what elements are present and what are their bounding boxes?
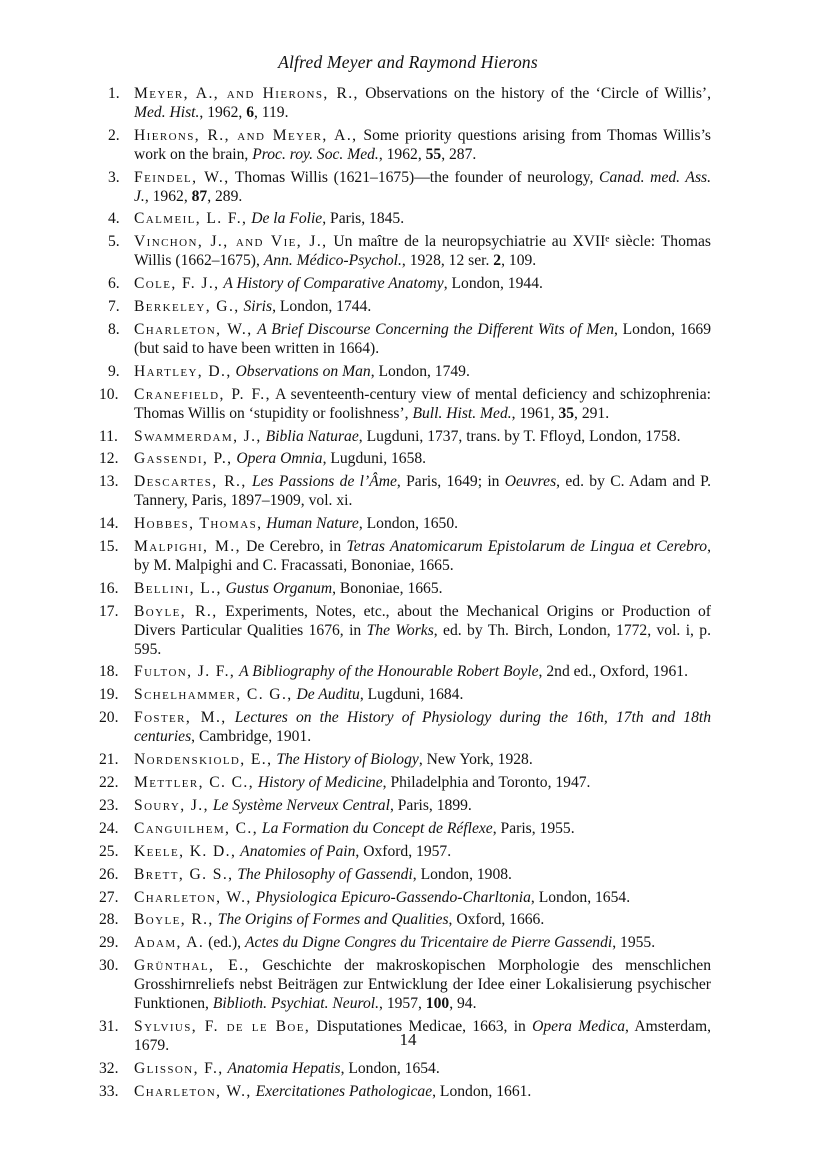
reference-number: 11. bbox=[99, 427, 118, 445]
reference-title: La Formation du Concept de Réflexe bbox=[261, 819, 493, 837]
reference-text: , London, 1669 (but said to have been written in 1664). bbox=[134, 320, 712, 357]
reference-item bbox=[99, 515, 711, 534]
running-header: Alfred Meyer and Raymond Hierons bbox=[278, 52, 538, 72]
reference-number: 18. bbox=[99, 663, 119, 681]
reference-title: Biblioth. Psychiat. Neurol. bbox=[212, 995, 380, 1013]
reference-title: De Auditu bbox=[296, 686, 360, 704]
reference-author: Keele, K. D., bbox=[134, 842, 237, 860]
reference-number: 25. bbox=[99, 842, 119, 860]
reference-number: 4. bbox=[108, 210, 120, 228]
reference-author: Fulton, J. F., bbox=[134, 663, 236, 681]
reference-author: Soury, J., bbox=[134, 796, 209, 814]
reference-text: , Lugduni, 1658. bbox=[322, 450, 427, 468]
reference-text: , Amsterdam, 1679. bbox=[134, 1017, 711, 1054]
reference-author: Boyle, R., bbox=[134, 602, 218, 620]
reference-text: Experiments, Notes, etc., about the Mechanical Origins or Production of Divers Particular Qualities 1676, in bbox=[134, 602, 711, 639]
reference-title: Observations on Man bbox=[235, 362, 371, 380]
reference-item bbox=[99, 774, 711, 793]
reference-volume: 55 bbox=[425, 145, 442, 163]
reference-number: 32. bbox=[99, 1059, 119, 1077]
reference-item bbox=[99, 579, 711, 599]
reference-item bbox=[99, 538, 711, 576]
reference-item bbox=[108, 363, 711, 382]
reference-number: 17. bbox=[99, 602, 119, 620]
reference-text: Observations on the history of the ‘Circle of Willis’, bbox=[358, 85, 711, 102]
reference-author: Hobbes, Thomas, bbox=[134, 515, 263, 533]
reference-text: A seventeenth-century view of mental deficiency and schizophrenia: Thomas Willis on ‘stupidity or foolishness’, bbox=[134, 385, 711, 422]
reference-text: , Lugduni, 1737, trans. by T. Ffloyd, London, 1758. bbox=[358, 427, 681, 445]
reference-text: , 1955. bbox=[612, 934, 656, 952]
reference-text: , London, 1749. bbox=[370, 362, 470, 380]
reference-number: 31. bbox=[99, 1017, 119, 1035]
reference-author: Hierons, R., and Meyer, A., bbox=[134, 126, 358, 144]
reference-item bbox=[108, 127, 711, 165]
reference-text bbox=[227, 709, 235, 726]
reference-author: Nordenskiold, E., bbox=[134, 751, 273, 769]
reference-item bbox=[108, 298, 711, 317]
reference-title: Physiologica Epicuro-Gassendo-Charltonia bbox=[255, 888, 531, 906]
reference-volume: 35 bbox=[558, 404, 575, 422]
reference-author: Brett, G. S., bbox=[134, 865, 234, 883]
reference-number: 24. bbox=[99, 819, 119, 837]
reference-author: Grünthal, E., bbox=[134, 957, 250, 975]
reference-text: , 291. bbox=[574, 404, 610, 422]
reference-text: , 1961, bbox=[511, 404, 559, 422]
reference-number: 30. bbox=[99, 957, 119, 975]
reference-text: , 289. bbox=[207, 187, 243, 205]
reference-item bbox=[99, 865, 711, 885]
reference-text: Disputationes Medicae, 1663, in bbox=[310, 1017, 533, 1035]
reference-title: Tetras Anatomicarum Epistolarum de Lingua et Cerebro bbox=[346, 538, 708, 556]
reference-author: Canguilhem, C., bbox=[134, 819, 258, 837]
reference-text: , 119. bbox=[253, 103, 289, 121]
reference-author: Adam, A. bbox=[134, 934, 205, 952]
reference-text: , London, 1654. bbox=[340, 1059, 440, 1077]
reference-author: Meyer, A., and Hierons, R., bbox=[134, 85, 359, 102]
reference-author: Berkeley, G., bbox=[134, 298, 240, 316]
reference-title: A Brief Discourse Concerning the Different Wits of Men bbox=[257, 320, 615, 338]
reference-text: Some priority questions arising from Thomas Willis’s work on the brain, bbox=[134, 126, 711, 163]
reference-text: , Oxford, 1666. bbox=[448, 911, 545, 929]
reference-title: Opera Omnia bbox=[236, 450, 323, 468]
reference-author: Vinchon, J., and Vie, J., bbox=[134, 233, 328, 251]
reference-title: Oeuvres bbox=[504, 473, 557, 491]
reference-title: Human Nature bbox=[266, 515, 359, 533]
reference-title: The Origins of Formes and Qualities bbox=[217, 911, 449, 929]
reference-item bbox=[99, 686, 711, 705]
reference-number: 26. bbox=[99, 865, 119, 883]
reference-author: Glisson, F., bbox=[134, 1059, 224, 1077]
reference-title: A Bibliography of the Honourable Robert Boyle bbox=[239, 663, 539, 681]
reference-text: , London, 1650. bbox=[358, 515, 459, 533]
reference-item bbox=[108, 169, 711, 207]
reference-text: , ed. by C. Adam and P. Tannery, Paris, 1897–1909, vol. xi. bbox=[134, 473, 712, 510]
reference-author: Mettler, C. C., bbox=[134, 774, 254, 791]
reference-text: , 1962, bbox=[199, 103, 247, 121]
reference-text: , London, 1744. bbox=[272, 298, 372, 316]
reference-title: Exercitationes Pathologicae bbox=[255, 1082, 433, 1100]
reference-author: Schelhammer, C. G., bbox=[134, 686, 293, 704]
reference-text: , Philadelphia and Toronto, 1947. bbox=[382, 774, 591, 791]
reference-author: Boyle, R., bbox=[134, 911, 214, 929]
reference-text: Un maître de la neuropsychiatrie au XVIIᵉ siècle: Thomas Willis (1662–1675), bbox=[134, 233, 711, 270]
reference-item bbox=[108, 85, 711, 123]
reference-list bbox=[99, 85, 712, 1106]
reference-text: , London, 1908. bbox=[412, 865, 512, 883]
reference-item bbox=[99, 957, 711, 1014]
reference-text: , 1928, 12 ser. bbox=[401, 252, 494, 270]
reference-number: 28. bbox=[99, 911, 119, 929]
reference-number: 13. bbox=[99, 473, 119, 491]
reference-author: Charleton, W., bbox=[134, 320, 253, 338]
reference-number: 9. bbox=[108, 362, 120, 380]
reference-title: The Philosophy of Gassendi bbox=[237, 865, 413, 883]
reference-title: Ann. Médico-Psychol. bbox=[263, 252, 402, 270]
reference-author: Cole, F. J., bbox=[134, 275, 220, 293]
reference-number: 16. bbox=[99, 579, 119, 597]
reference-author: Bellini, L., bbox=[134, 579, 222, 597]
reference-title: Opera Medica bbox=[532, 1017, 626, 1035]
reference-number: 12. bbox=[99, 450, 119, 468]
reference-item bbox=[99, 888, 711, 908]
reference-item bbox=[108, 233, 711, 271]
reference-title: Biblia Naturae bbox=[265, 427, 359, 445]
reference-volume: 100 bbox=[425, 995, 450, 1013]
reference-author: Malpighi, M., bbox=[134, 538, 241, 556]
reference-text: Geschichte der makroskopischen Morphologie des menschlichen Grosshirnreliefs nebst Beiträgen zur Entwicklung der Idee einer Lokalisierung psychischer Funktionen, bbox=[134, 957, 711, 1013]
reference-text: , by M. Malpighi and C. Fracassati, Bononiae, 1665. bbox=[134, 538, 711, 574]
reference-item bbox=[108, 321, 711, 359]
reference-number: 14. bbox=[99, 515, 119, 533]
reference-item bbox=[108, 275, 711, 294]
reference-title: A History of Comparative Anatomy bbox=[223, 275, 444, 293]
reference-title: De la Folie bbox=[251, 210, 323, 228]
reference-title: Lectures on the History of Physiology during the 16th, 17th and 18th centuries bbox=[134, 709, 712, 746]
reference-author: Feindel, W., bbox=[134, 168, 230, 186]
reference-volume: 6 bbox=[246, 103, 254, 121]
reference-number: 8. bbox=[108, 320, 120, 338]
reference-title: The Works bbox=[366, 621, 434, 639]
reference-text: , ed. by Th. Birch, London, 1772, vol. i, p. 595. bbox=[134, 621, 712, 658]
reference-text: , 94. bbox=[449, 995, 477, 1013]
reference-text: , Paris, 1649; in bbox=[396, 473, 505, 491]
reference-text: , Oxford, 1957. bbox=[355, 842, 452, 860]
reference-number: 22. bbox=[99, 774, 119, 791]
reference-text: Thomas Willis (1621–1675)—the founder of neurology, bbox=[229, 168, 600, 186]
reference-item bbox=[99, 1082, 711, 1102]
reference-number: 23. bbox=[99, 796, 119, 814]
reference-author: Sylvius, F. de le Boe, bbox=[134, 1017, 311, 1035]
reference-author: Charleton, W., bbox=[134, 1082, 252, 1100]
reference-number: 21. bbox=[99, 751, 119, 769]
reference-author: Foster, M., bbox=[134, 709, 227, 727]
reference-text: , Cambridge, 1901. bbox=[191, 728, 312, 746]
reference-volume: 2 bbox=[493, 252, 502, 270]
reference-text: , 2nd ed., Oxford, 1961. bbox=[538, 663, 688, 681]
reference-number: 33. bbox=[99, 1082, 119, 1100]
reference-title: History of Medicine bbox=[257, 774, 383, 791]
reference-number: 6. bbox=[108, 275, 120, 293]
reference-text: , London, 1654. bbox=[530, 888, 631, 906]
reference-number: 15. bbox=[99, 538, 119, 556]
reference-item bbox=[99, 1059, 711, 1079]
reference-text: , 1957, bbox=[379, 995, 426, 1013]
reference-item bbox=[99, 934, 711, 953]
reference-text: , 1962, bbox=[144, 187, 192, 205]
reference-title: Siris bbox=[243, 298, 273, 316]
reference-author: Swammerdam, J., bbox=[134, 427, 262, 445]
reference-item bbox=[99, 796, 711, 816]
reference-item bbox=[99, 709, 712, 747]
reference-text: , Paris, 1845. bbox=[322, 210, 405, 228]
reference-author: Gassendi, P., bbox=[134, 450, 233, 468]
reference-title: Le Système Nerveux Central bbox=[212, 796, 390, 814]
reference-title: The History of Biology bbox=[276, 751, 419, 769]
reference-item bbox=[99, 663, 711, 682]
reference-text: , London, 1661. bbox=[432, 1082, 532, 1100]
reference-item bbox=[99, 427, 711, 447]
reference-author: Calmeil, L. F., bbox=[134, 210, 248, 228]
reference-title: Les Passions de l’Âme bbox=[251, 473, 397, 491]
reference-title: Gustus Organum bbox=[225, 579, 333, 597]
reference-item bbox=[108, 210, 711, 229]
reference-title: Anatomies of Pain bbox=[240, 842, 356, 860]
reference-title: Canad. med. Ass. J. bbox=[134, 168, 711, 205]
reference-text: De Cerebro, in bbox=[240, 538, 347, 556]
reference-title: Proc. roy. Soc. Med. bbox=[252, 145, 379, 163]
reference-number: 1. bbox=[108, 85, 120, 102]
reference-author: Cranefield, P. F., bbox=[134, 385, 271, 403]
reference-item bbox=[99, 911, 711, 930]
reference-volume: 87 bbox=[191, 187, 208, 205]
reference-number: 20. bbox=[99, 709, 119, 727]
reference-author: Descartes, R., bbox=[134, 473, 247, 491]
reference-item bbox=[99, 450, 711, 469]
reference-number: 19. bbox=[99, 686, 119, 704]
reference-number: 7. bbox=[108, 298, 120, 316]
reference-text: , 109. bbox=[501, 252, 537, 270]
reference-item bbox=[99, 819, 711, 839]
reference-author: Charleton, W., bbox=[134, 888, 252, 906]
reference-item bbox=[99, 842, 711, 862]
reference-number: 10. bbox=[99, 385, 119, 403]
reference-title: Anatomia Hepatis bbox=[227, 1059, 341, 1077]
page-number: 14 bbox=[399, 1030, 417, 1049]
reference-number: 3. bbox=[108, 168, 120, 186]
reference-text: , Bononiae, 1665. bbox=[332, 579, 443, 597]
reference-number: 5. bbox=[108, 233, 120, 251]
reference-text: , 287. bbox=[441, 145, 477, 163]
reference-text: , London, 1944. bbox=[443, 275, 543, 293]
reference-author: Hartley, D., bbox=[134, 362, 232, 380]
reference-title: Bull. Hist. Med. bbox=[412, 404, 512, 422]
reference-number: 27. bbox=[99, 888, 119, 906]
reference-text: , Paris, 1955. bbox=[492, 819, 575, 837]
reference-item bbox=[99, 751, 711, 770]
reference-item bbox=[99, 385, 711, 424]
reference-text: , Lugduni, 1684. bbox=[359, 686, 464, 704]
reference-number: 2. bbox=[108, 126, 120, 144]
reference-text: , Paris, 1899. bbox=[389, 796, 472, 814]
reference-text: (ed.), bbox=[204, 934, 245, 952]
reference-item bbox=[99, 602, 712, 660]
reference-item bbox=[99, 473, 712, 511]
reference-text: , New York, 1928. bbox=[418, 751, 533, 769]
reference-number: 29. bbox=[99, 934, 119, 952]
reference-title: Actes du Digne Congres du Tricentaire de Pierre Gassendi bbox=[244, 934, 613, 952]
reference-text: , 1962, bbox=[378, 145, 426, 163]
reference-title: Med. Hist. bbox=[134, 103, 200, 121]
